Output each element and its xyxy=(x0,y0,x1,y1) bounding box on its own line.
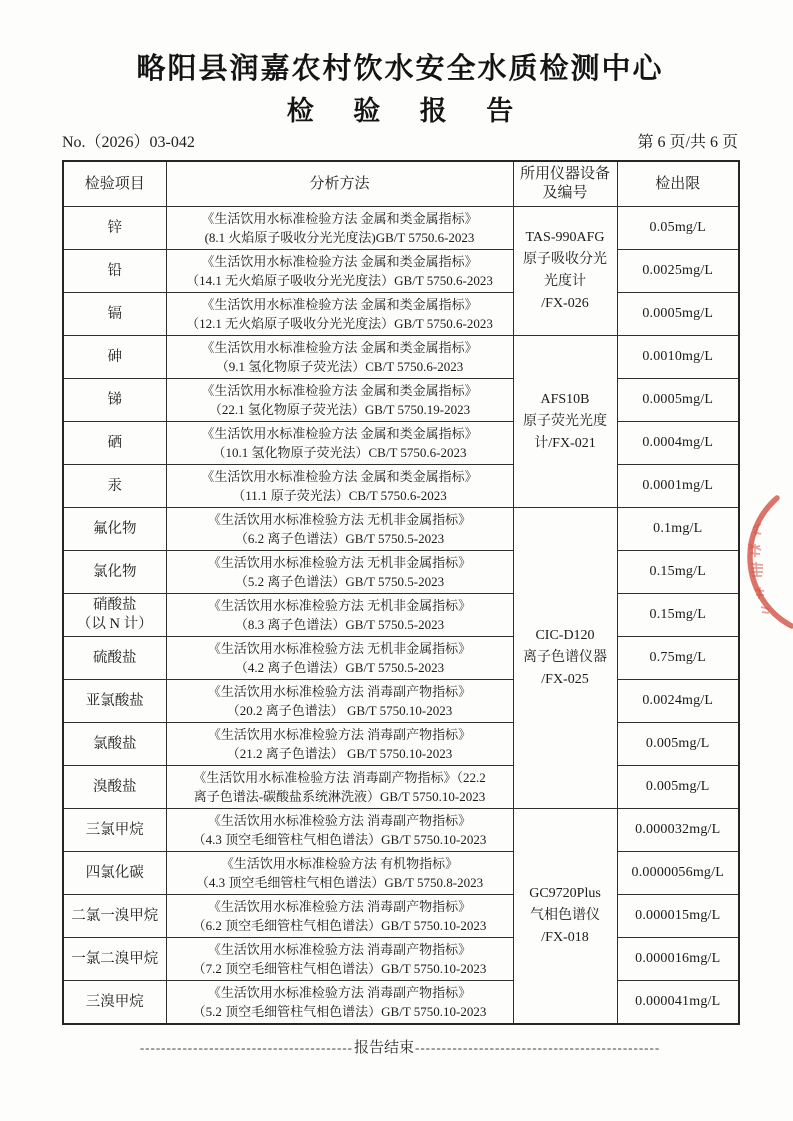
limit-cell: 0.15mg/L xyxy=(617,551,739,594)
limit-cell: 0.0010mg/L xyxy=(617,336,739,379)
table-row xyxy=(63,207,739,250)
item-cell: 铅 xyxy=(63,250,166,293)
instrument-cell: AFS10B 原子荧光光度 计/FX-021 xyxy=(513,336,617,508)
method-cell: 《生活饮用水标准检验方法 无机非金属指标》 （5.2 离子色谱法）GB/T 5750.5-2023 xyxy=(166,551,513,594)
table-row xyxy=(63,680,739,723)
limit-cell: 0.0004mg/L xyxy=(617,422,739,465)
instrument-cell: CIC-D120 离子色谱仪器 /FX-025 xyxy=(513,508,617,809)
method-cell: 《生活饮用水标准检验方法 消毒副产物指标》（22.2 离子色谱法-碳酸盐系统淋洗液）GB/T 5750.10-2023 xyxy=(166,766,513,809)
item-cell: 四氯化碳 xyxy=(63,852,166,895)
table-header-row xyxy=(63,161,739,207)
method-cell: 《生活饮用水标准检验方法 消毒副产物指标》 （20.2 离子色谱法） GB/T 5750.10-2023 xyxy=(166,680,513,723)
item-cell: 锌 xyxy=(63,207,166,250)
method-cell: 《生活饮用水标准检验方法 金属和类金属指标》 （14.1 无火焰原子吸收分光光度法）GB/T 5750.6-2023 xyxy=(166,250,513,293)
item-cell: 氟化物 xyxy=(63,508,166,551)
table-row xyxy=(63,551,739,594)
limit-cell: 0.0000056mg/L xyxy=(617,852,739,895)
test-items-body xyxy=(63,207,739,1025)
limit-cell: 0.0025mg/L xyxy=(617,250,739,293)
method-cell: 《生活饮用水标准检验方法 无机非金属指标》 （6.2 离子色谱法）GB/T 5750.5-2023 xyxy=(166,508,513,551)
meta-row xyxy=(62,132,738,154)
item-cell: 氯化物 xyxy=(63,551,166,594)
item-cell: 硒 xyxy=(63,422,166,465)
method-cell: 《生活饮用水标准检验方法 金属和类金属指标》 （22.1 氢化物原子荧光法）GB/T 5750.19-2023 xyxy=(166,379,513,422)
limit-cell: 0.0005mg/L xyxy=(617,379,739,422)
item-cell: 三氯甲烷 xyxy=(63,809,166,852)
item-cell: 硫酸盐 xyxy=(63,637,166,680)
method-cell: 《生活饮用水标准检验方法 无机非金属指标》 （4.2 离子色谱法）GB/T 5750.5-2023 xyxy=(166,637,513,680)
item-cell: 亚氯酸盐 xyxy=(63,680,166,723)
item-cell: 锑 xyxy=(63,379,166,422)
header-method: 分析方法 xyxy=(166,161,513,207)
report-number: No.（2026）03-042 xyxy=(62,134,195,151)
item-cell: 镉 xyxy=(63,293,166,336)
method-cell: 《生活饮用水标准检验方法 金属和类金属指标》 （9.1 氢化物原子荧光法）CB/T 5750.6-2023 xyxy=(166,336,513,379)
method-cell: 《生活饮用水标准检验方法 消毒副产物指标》 （4.3 顶空毛细管柱气相色谱法）GB/T 5750.10-2023 xyxy=(166,809,513,852)
table-row xyxy=(63,422,739,465)
header-instrument: 所用仪器设备 及编号 xyxy=(513,161,617,207)
method-cell: 《生活饮用水标准检验方法 消毒副产物指标》 （5.2 顶空毛细管柱气相色谱法）GB/T 5750.10-2023 xyxy=(166,981,513,1025)
table-row xyxy=(63,508,739,551)
footer-label: 报告结束 xyxy=(354,1040,415,1056)
report-title: 检 验 报 告 xyxy=(286,96,530,126)
limit-cell: 0.0001mg/L xyxy=(617,465,739,508)
header-item: 检验项目 xyxy=(63,161,166,207)
method-cell: 《生活饮用水标准检验方法 金属和类金属指标》 (8.1 火焰原子吸收分光光度法)GB/T 5750.6-2023 xyxy=(166,207,513,250)
table-row xyxy=(63,637,739,680)
table-row xyxy=(63,336,739,379)
table-row xyxy=(63,981,739,1025)
limit-cell: 0.0024mg/L xyxy=(617,680,739,723)
method-cell: 《生活饮用水标准检验方法 消毒副产物指标》 （21.2 离子色谱法） GB/T 5750.10-2023 xyxy=(166,723,513,766)
footer-dashes-right: ---------------------------------------------- xyxy=(415,1040,661,1055)
table-row xyxy=(63,250,739,293)
table-row xyxy=(63,938,739,981)
item-cell: 二氯一溴甲烷 xyxy=(63,895,166,938)
instrument-cell: TAS-990AFG 原子吸收分光 光度计 /FX-026 xyxy=(513,207,617,336)
method-cell: 《生活饮用水标准检验方法 金属和类金属指标》 （11.1 原子荧光法）CB/T 5750.6-2023 xyxy=(166,465,513,508)
limit-cell: 0.005mg/L xyxy=(617,723,739,766)
method-cell: 《生活饮用水标准检验方法 金属和类金属指标》 （10.1 氢化物原子荧光法）CB/T 5750.6-2023 xyxy=(166,422,513,465)
table-row xyxy=(63,465,739,508)
item-cell: 砷 xyxy=(63,336,166,379)
table-row xyxy=(63,379,739,422)
limit-cell: 0.75mg/L xyxy=(617,637,739,680)
limit-cell: 0.000016mg/L xyxy=(617,938,739,981)
page-indicator: 第 6 页/共 6 页 xyxy=(637,134,738,151)
report-end-line xyxy=(62,1039,738,1057)
limit-cell: 0.0005mg/L xyxy=(617,293,739,336)
limit-cell: 0.005mg/L xyxy=(617,766,739,809)
method-cell: 《生活饮用水标准检验方法 消毒副产物指标》 （7.2 顶空毛细管柱气相色谱法）GB/T 5750.10-2023 xyxy=(166,938,513,981)
table-row xyxy=(63,852,739,895)
limit-cell: 0.15mg/L xyxy=(617,594,739,637)
footer-dashes-left: ---------------------------------------- xyxy=(139,1040,353,1055)
item-cell: 三溴甲烷 xyxy=(63,981,166,1025)
item-cell: 一氯二溴甲烷 xyxy=(63,938,166,981)
method-cell: 《生活饮用水标准检验方法 金属和类金属指标》 （12.1 无火焰原子吸收分光光度法）GB/T 5750.6-2023 xyxy=(166,293,513,336)
method-cell: 《生活饮用水标准检验方法 无机非金属指标》 （8.3 离子色谱法）GB/T 5750.5-2023 xyxy=(166,594,513,637)
method-cell: 《生活饮用水标准检验方法 消毒副产物指标》 （6.2 顶空毛细管柱气相色谱法）GB/T 5750.10-2023 xyxy=(166,895,513,938)
table-row xyxy=(63,594,739,637)
table-row xyxy=(63,895,739,938)
table-row xyxy=(63,809,739,852)
instrument-cell: GC9720Plus 气相色谱仪 /FX-018 xyxy=(513,809,617,1025)
limit-cell: 0.1mg/L xyxy=(617,508,739,551)
limit-cell: 0.05mg/L xyxy=(617,207,739,250)
table-row xyxy=(63,766,739,809)
item-cell: 硝酸盐 （以 N 计） xyxy=(63,594,166,637)
item-cell: 氯酸盐 xyxy=(63,723,166,766)
limit-cell: 0.000041mg/L xyxy=(617,981,739,1025)
item-cell: 汞 xyxy=(63,465,166,508)
limit-cell: 0.000015mg/L xyxy=(617,895,739,938)
center-name: 略阳县润嘉农村饮水安全水质检测中心 xyxy=(136,53,664,85)
table-row xyxy=(63,723,739,766)
table-row xyxy=(63,293,739,336)
test-results-table xyxy=(62,160,740,1025)
item-cell: 溴酸盐 xyxy=(63,766,166,809)
method-cell: 《生活饮用水标准检验方法 有机物指标》 （4.3 顶空毛细管柱气相色谱法）GB/T 5750.8-2023 xyxy=(166,852,513,895)
limit-cell: 0.000032mg/L xyxy=(617,809,739,852)
header-limit: 检出限 xyxy=(617,161,739,207)
